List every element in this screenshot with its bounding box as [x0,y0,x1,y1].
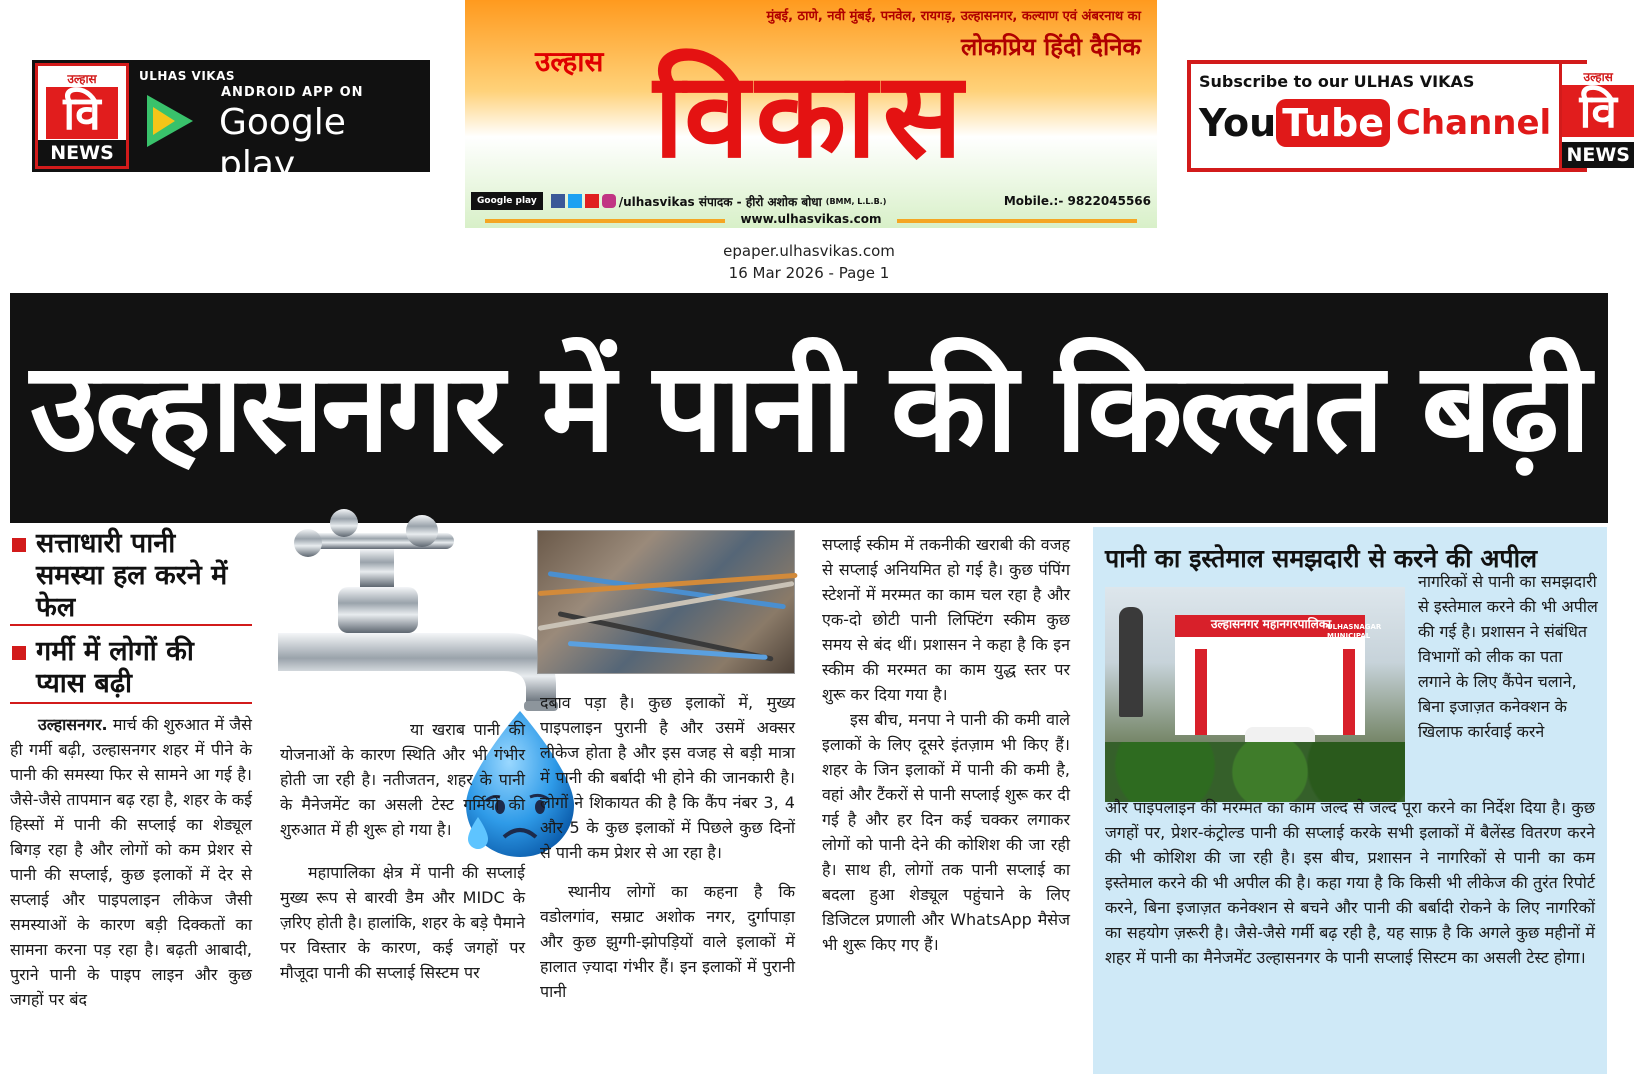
pipeline-photo [537,530,795,674]
logo-letter: वि [1562,85,1634,137]
masthead-title: विकास [653,45,969,184]
logo-letter: वि [46,87,118,139]
epaper-meta [0,240,1618,284]
column-4-paragraph-1: सप्लाई स्कीम में तकनीकी खराबी की वजह से सप्लाई अनियमित हो गई है। कुछ पंपिंग स्टेशनों में मरम्मत का काम चल रहा है और एक-दो छोटी पानी लिफ्टिंग स्कीम कुछ समय से बंद थीं। प्रशासन ने कहा है कि इन स्कीम की मरम्मत का काम युद्ध स्तर पर शुरू कर दिया गया है। [822,535,1070,704]
masthead-cities: मुंबई, ठाणे, नवी मुंबई, पनवेल, रायगड़, उल्हासनगर, कल्याण एवं अंबरनाथ का [766,9,1141,24]
subscribe-label: Subscribe to our ULHAS VIKAS [1199,72,1475,91]
divider [10,624,252,626]
youtube-badge[interactable] [1191,64,1559,168]
logo-news-label: NEWS [1562,142,1634,168]
facebook-icon[interactable] [551,194,565,208]
google-play-icon [147,95,193,147]
youtube-logo [1199,99,1551,147]
column-3-paragraph-1: दबाव पड़ा है। कुछ इलाकों में, मुख्य पाइपलाइन पुरानी है और उसमें अक्सर लीकेज होता है और इस वजह से बड़ी मात्रा में पानी की बर्बादी भी होने की जानकारी है। लोगों ने शिकायत की है कि कैंप नंबर 3, 4 और 5 के कुछ इलाकों में पिछले कुछ दिनों से पानी कम प्रेशर से आ रहा है। [540,693,795,862]
article-column-4 [822,532,1070,1077]
column-3-paragraph-2: स्थानीय लोगों का कहना है कि वडोलगांव, सम्राट अशोक नगर, दुर्गापाड़ा और कुछ झुग्गी-झोपड़ियों वाले इलाकों में हालात ज़्यादा गंभीर हैं। इन इलाकों में पुरानी पानी [540,882,795,1001]
install-now-label: Install now [209,186,284,200]
dateline: उल्हासनगर. [38,715,108,734]
epaper-date-page: 16 Mar 2026 - Page 1 [728,264,890,282]
column-2-paragraph-2: महापालिका क्षेत्र में पानी की सप्लाई मुख्य रूप से बारवी डैम और MIDC के ज़रिए होती है। हालांकि, शहर के बड़े पैमाने पर विस्तार के कारण, कई जगहों पर मौजूदा पानी की सप्लाई सिस्टम पर [280,863,525,982]
google-play-label: Google play [219,102,346,185]
android-app-label: ANDROID APP ON [221,85,364,100]
divider [10,702,252,704]
building-sign: उल्हासनगर महानगरपालिका [1210,617,1332,631]
column-4-paragraph-2: इस बीच, मनपा ने पानी की कमी वाले इलाकों के लिए दूसरे इंतज़ाम भी किए हैं। शहर के जिन इलाकों में पानी की कमी है, वहां और टैंकरों से पानी सप्लाई शुरू कर दी गई है और हर दिन कई चक्कर लगाकर लोगों को पानी देने की कोशिश की जा रही है। साथ ही, लोगों तक पानी सप्लाई का बदला हुआ शेड्यूल पहुंचाने के लिए डिजिटल प्रणाली और WhatsApp मैसेज भी शुरू किए गए हैं। [822,710,1070,954]
strip-editor-degree: (BMM, L.L.B.) [825,196,887,206]
column-2-paragraph-1: या खराब पानी की योजनाओं के कारण स्थिति और भी गंभीर होती जा रही है। नतीजतन, शहर के पानी के मैनेजमेंट का असली टेस्ट गर्मियों की शुरुआत में ही शुरू हो गया है। [280,720,525,839]
masthead-info-strip [471,190,1151,212]
youtube-tube: Tube [1276,99,1390,147]
google-play-badge[interactable] [129,63,427,200]
headline-band [10,293,1608,523]
twitter-icon[interactable] [568,194,582,208]
article-column-3 [540,690,795,1077]
epaper-site[interactable]: epaper.ulhasvikas.com [723,242,895,260]
masthead-website[interactable]: www.ulhasvikas.com [465,212,1157,226]
strip-editor-text: /ulhasvikas संपादक - हीरो अशोक बोधा [618,194,822,209]
article-column-1 [10,712,252,1076]
youtube-icon[interactable] [585,194,599,208]
plants [1105,742,1405,802]
statue [1119,607,1143,717]
youtube-channel-ad[interactable] [1187,60,1630,172]
masthead [465,0,1157,228]
building-sign-english: ULHASNAGAR MUNICIPAL CORP. [1327,623,1382,649]
strip-google-play-badge[interactable]: Google play [471,192,543,210]
logo-small-text: उल्हास [67,72,97,86]
masthead-small-name: उल्हास [535,45,604,78]
appeal-body-text: और पाइपलाइन की मरम्मत का काम जल्द से जल्द पूरा करने का निर्देश दिया है। कुछ जगहों पर, प्रेशर-कंट्रोल्ड पानी की सप्लाई करके सभी इलाकों में बैलेंस्ड वितरण करने की भी कोशिश की जा रही है। इस बीच, प्रशासन ने नागरिकों से पानी का कम इस्तेमाल करने की भी अपील की है। कहा गया है कि किसी भी लीकेज की तुरंत रिपोर्ट करने, बिना इजाज़त कनेक्शन से बचने और पानी की बर्बादी रोकने के लिए नागरिकों का सहयोग ज़रूरी है। जैसे-जैसे गर्मी बढ़ रही है, यह साफ़ है कि अगले कुछ महीनों में शहर में पानी का मैनेजमेंट उल्हासनगर के पानी सप्लाई सिस्टम का असली टेस्ट होगा। [1105,798,1595,967]
logo-small-text: उल्हास [1583,70,1613,84]
masthead-tagline: लोकप्रिय हिंदी दैनिक [960,33,1141,61]
ad-brand: ULHAS VIKAS [139,69,236,83]
youtube-you: You [1199,101,1277,145]
municipal-office-photo [1105,587,1405,802]
masthead-mobile: Mobile.:- 9822045566 [1003,194,1151,208]
subhead-1: सत्ताधारी पानी समस्या हल करने में फेल [10,528,252,624]
subhead-2: गर्मी में लोगों की प्यास बढ़ी [10,636,252,700]
column-1-text: मार्च की शुरुआत में जैसे ही गर्मी बढ़ी, उल्हासनगर शहर में पीने के पानी की समस्या फिर से सामने आ गई है। जैसे-जैसे तापमान बढ़ रहा है, शहर के कई हिस्सों में पानी की सप्लाई का शेड्यूल बिगड़ रहा है और लोगों को कम प्रेशर से पानी की सप्लाई, कुछ इलाकों में देर से सप्लाई और पाइपलाइन लीकेज जैसी समस्याओं के कारण बड़ी दिक्कतों का सामना करना पड़ रहा है। बढ़ती आबादी, पुराने पानी के पाइप लाइन और कुछ जगहों पर बंद [10,715,252,1009]
article-column-2 [280,717,525,1077]
google-play-ad[interactable] [32,60,430,200]
main-headline: उल्हासनगर में पानी की किल्लत बढ़ी [29,336,1589,480]
appeal-box-title: पानी का इस्तेमाल समझदारी से करने की अपील [1105,544,1538,573]
appeal-side-text: नागरिकों से पानी का समझदारी से इस्तेमाल करने की भी अपील की गई है। प्रशासन ने संबंधित विभागों को लीक का पता लगाने के लिए कैंपेन चलाने, बिना इजाज़त कनेक्शन के खिलाफ कार्रवाई करने [1418,572,1598,741]
appeal-box [1093,527,1607,1074]
instagram-icon[interactable] [602,194,616,208]
logo-news-label: NEWS [38,140,126,166]
ulhas-vikas-logo [35,63,129,169]
ulhas-vikas-logo-right [1559,64,1634,168]
youtube-channel-label: Channel [1395,103,1552,143]
